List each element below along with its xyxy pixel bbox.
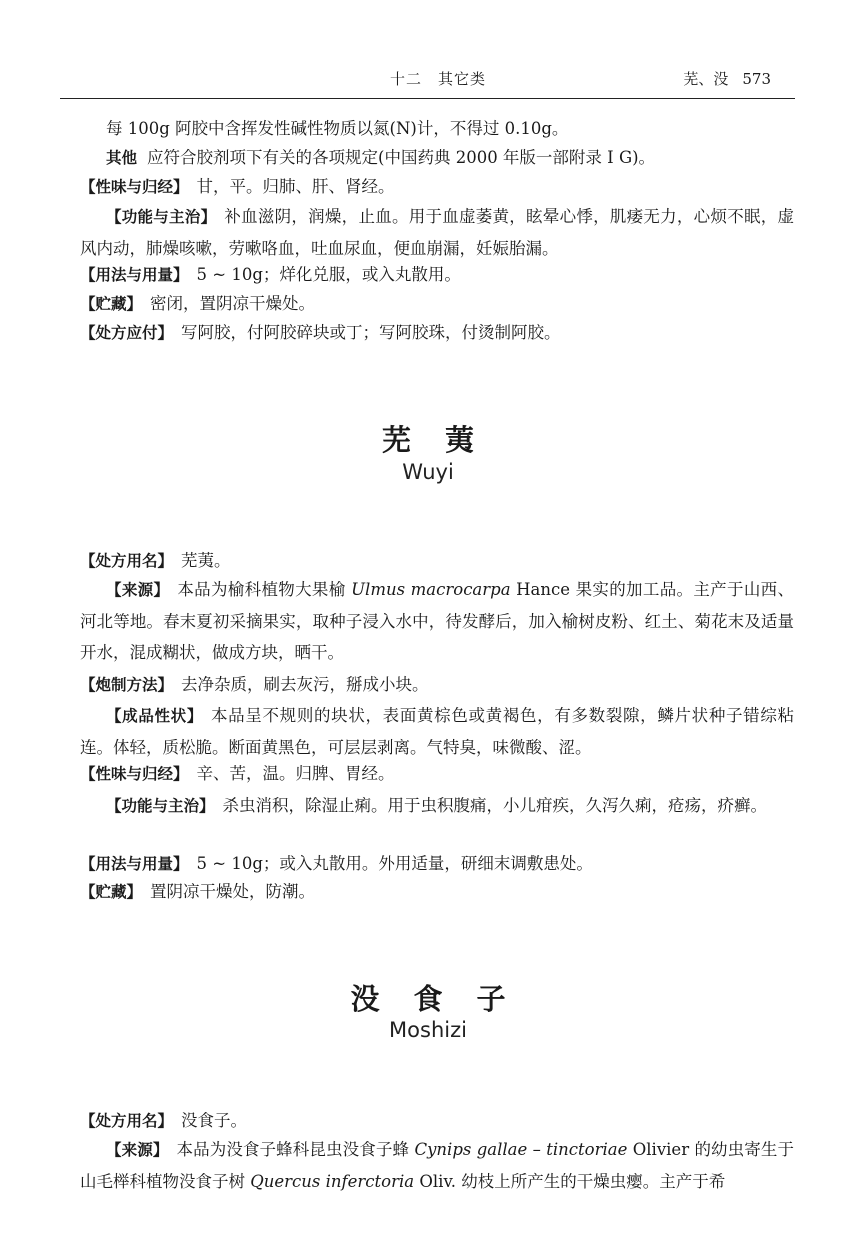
laiyuan-latin: Ulmus macrocarpa <box>351 580 511 599</box>
moshizi-mingming <box>80 1110 792 1132</box>
yongfa-text: 5 ~ 10g；或入丸散用。外用适量，研细末调敷患处。 <box>196 854 593 873</box>
chufang-text: 写阿胶，付阿胶碎块或丁；写阿胶珠，付烫制阿胶。 <box>181 323 561 342</box>
zhucang-label: 【贮藏】 <box>80 883 143 901</box>
yongfa-text: 5 ~ 10g；烊化兑服，或入丸散用。 <box>196 265 461 284</box>
laiyuan-latin1: Cynips gallae – tinctoriae <box>414 1140 628 1159</box>
moshizi-laiyuan <box>80 1134 794 1197</box>
header-right <box>683 68 771 89</box>
entry-pinyin-wuyi: Wuyi <box>402 460 454 484</box>
yongfa-label: 【用法与用量】 <box>80 266 189 284</box>
wuyi-xingzhuang <box>80 700 794 763</box>
entry-title-moshizi: 没食子 <box>350 982 540 1016</box>
prev-gongneng <box>80 201 794 264</box>
prev-other <box>106 147 792 169</box>
entry-pinyin-moshizi: Moshizi <box>389 1018 467 1042</box>
xingwei-label: 【性味与归经】 <box>80 178 189 196</box>
laiyuan-label: 【来源】 <box>106 581 170 599</box>
other-text: 应符合胶剂项下有关的各项规定(中国药典 2000 年版一部附录 I G)。 <box>147 148 656 167</box>
zhucang-text: 密闭，置阴凉干燥处。 <box>150 294 316 313</box>
laiyuan-text-b: Olivier 的幼虫寄生于山毛榉科植物没食子树 <box>80 1140 795 1191</box>
paozhi-text: 去净杂质，刷去灰污，掰成小块。 <box>181 675 429 694</box>
wuyi-zhucang <box>80 881 792 903</box>
wuyi-paozhi <box>80 674 792 696</box>
other-label: 其他 <box>106 149 138 167</box>
xingzhuang-label: 【成品性状】 <box>106 707 203 725</box>
yongfa-label: 【用法与用量】 <box>80 855 189 873</box>
laiyuan-text-a: 本品为没食子蜂科昆虫没食子蜂 <box>176 1140 410 1159</box>
mingming-text: 没食子。 <box>181 1111 248 1130</box>
laiyuan-label: 【来源】 <box>106 1141 169 1159</box>
running-header <box>60 58 795 99</box>
laiyuan-latin2: Quercus inferctoria <box>250 1172 415 1191</box>
wuyi-mingming <box>80 550 792 572</box>
gongneng-label: 【功能与主治】 <box>106 208 217 226</box>
wuyi-laiyuan <box>80 574 794 668</box>
prev-chufang <box>80 322 792 344</box>
gongneng-text: 补血滋阴，润燥，止血。用于血虚萎黄，眩晕心悸，肌痿无力，心烦不眠，虚风内动，肺燥咳嗽，劳嗽咯血，吐血尿血，便血崩漏，妊娠胎漏。 <box>80 207 794 258</box>
zhucang-text: 置阴凉干燥处，防潮。 <box>150 882 316 901</box>
prev-yongfa <box>80 264 792 286</box>
wuyi-xingwei <box>80 763 792 785</box>
xingzhuang-text: 本品呈不规则的块状，表面黄棕色或黄褐色，有多数裂隙，鳞片状种子错综粘连。体轻，质松脆。断面黄黑色，可层层剥离。气特臭，味微酸、涩。 <box>80 706 794 757</box>
xingwei-label: 【性味与归经】 <box>80 765 189 783</box>
wuyi-yongfa <box>80 853 792 875</box>
prev-xingwei <box>80 176 792 198</box>
laiyuan-text-b: Hance 果实的加工品。主产于山西、河北等地。春末夏初采摘果实，取种子浸入水中，待发酵后，加入榆树皮粉、红土、菊花末及适量开水，混成糊状，做成方块，晒干。 <box>80 580 794 662</box>
wuyi-gongneng <box>80 790 794 822</box>
page-number: 573 <box>742 70 771 88</box>
laiyuan-text-a: 本品为榆科植物大果榆 <box>177 580 346 599</box>
zhucang-label: 【贮藏】 <box>80 295 143 313</box>
prev-line1: 每 100g 阿胶中含挥发性碱性物质以氮(N)计，不得过 0.10g。 <box>106 119 569 138</box>
xingwei-text: 甘，平。归肺、肝、肾经。 <box>196 177 395 196</box>
gongneng-label: 【功能与主治】 <box>106 797 215 815</box>
mingming-text: 芜荑。 <box>181 551 231 570</box>
xingwei-text: 辛、苦，温。归脾、胃经。 <box>196 764 395 783</box>
paozhi-label: 【炮制方法】 <box>80 676 174 694</box>
section-name: 芜、没 <box>683 70 729 88</box>
gongneng-text: 杀虫消积，除湿止痢。用于虫积腹痛，小儿疳疾，久泻久痢，疮疡，疥癣。 <box>222 796 768 815</box>
entry-title-wuyi: 芜荑 <box>381 423 508 457</box>
prev-zhucang <box>80 293 792 315</box>
chufang-label: 【处方应付】 <box>80 324 174 342</box>
mingming-label: 【处方用名】 <box>80 1112 174 1130</box>
chapter-title: 十二 其它类 <box>390 70 487 88</box>
mingming-label: 【处方用名】 <box>80 552 174 570</box>
laiyuan-text-c: Oliv. 幼枝上所产生的干燥虫瘿。主产于希 <box>419 1172 726 1191</box>
